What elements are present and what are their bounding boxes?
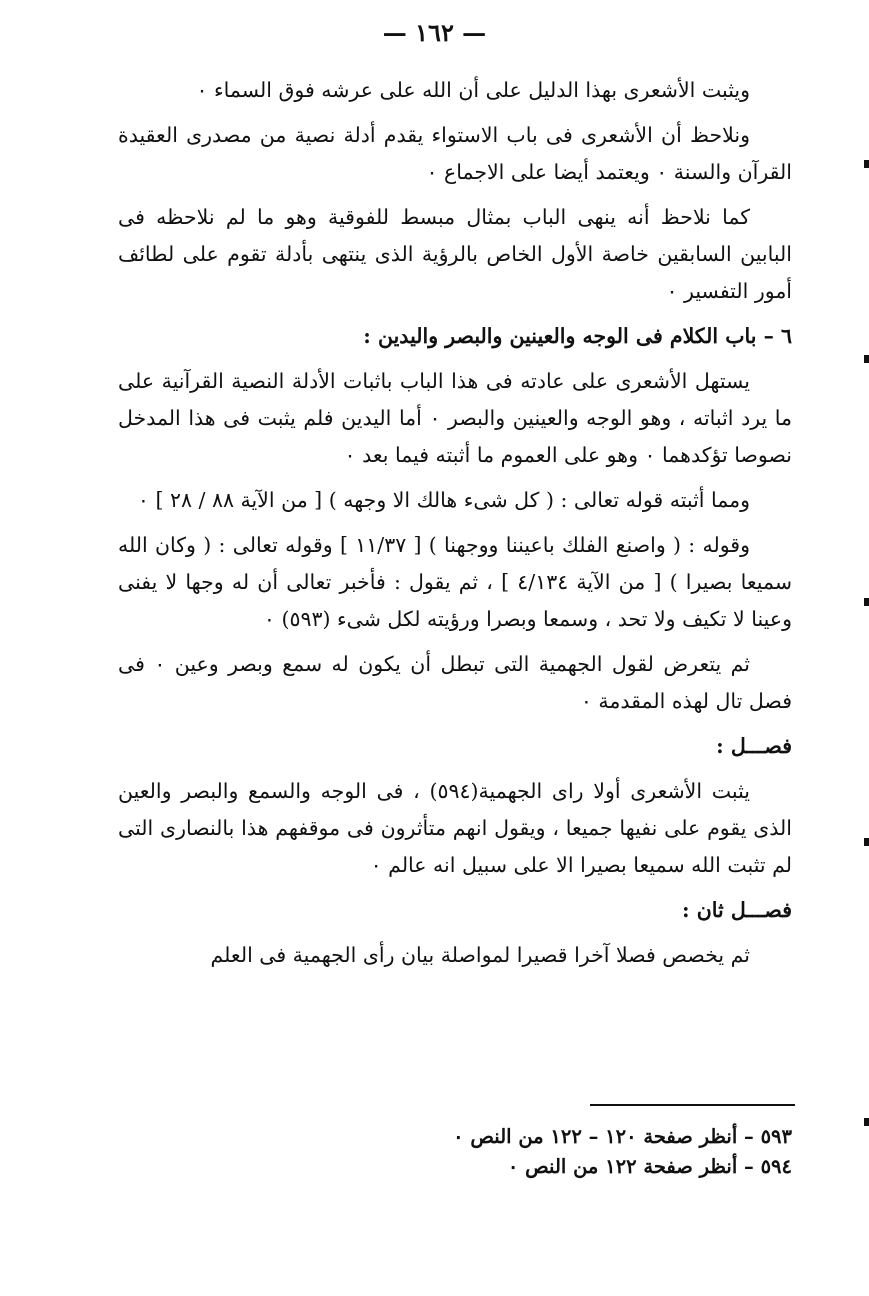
footnote-593: ٥٩٣ – أنظر صفحة ١٢٠ – ١٢٢ من النص ٠ bbox=[453, 1125, 792, 1148]
page-body bbox=[118, 72, 792, 982]
scan-edge-mark bbox=[864, 355, 869, 363]
paragraph-2: ونلاحظ أن الأشعرى فى باب الاستواء يقدم أدلة نصية من مصدرى العقيدة القرآن والسنة ٠ ويعتمد أيضا على الاجماع ٠ bbox=[118, 123, 792, 184]
section-heading-fasl: فصـــل : bbox=[716, 734, 792, 758]
section-heading-fasl-thani: فصـــل ثان : bbox=[682, 898, 792, 922]
footnote-594: ٥٩٤ – أنظر صفحة ١٢٢ من النص ٠ bbox=[507, 1155, 792, 1178]
section-heading-chapter-6: ٦ – باب الكلام فى الوجه والعينين والبصر واليدين : bbox=[363, 324, 792, 348]
paragraph-6: وقوله : ( واصنع الفلك باعيننا ووجهنا ) [ ١١/٣٧ ] وقوله تعالى : ( وكان الله سميعا بصيرا ) [ من الآية ٤/١٣٤ ] ، ثم يقول : فأخبر تعالى أن له وجها لا يفنى وعينا لا تكيف ولا تحد ، وسمعا وبصرا ورؤيته لكل شىء (٥٩٣) ٠ bbox=[118, 533, 793, 631]
paragraph-8: يثبت الأشعرى أولا راى الجهمية(٥٩٤) ، فى الوجه والسمع والبصر والعين الذى يقوم على نفيها جميعا ، ويقول انهم متأثرون فى موقفهم هذا بالنصارى التى لم تثبت الله سميعا بصيرا الا على سبيل انه عالم ٠ bbox=[118, 779, 792, 877]
footnote-divider bbox=[590, 1104, 795, 1106]
footnotes bbox=[118, 1122, 792, 1182]
paragraph-9: ثم يخصص فصلا آخرا قصيرا لمواصلة بيان رأى الجهمية فى العلم bbox=[210, 943, 750, 967]
scan-edge-mark bbox=[864, 598, 869, 606]
paragraph-4: يستهل الأشعرى على عادته فى هذا الباب باثبات الأدلة النصية القرآنية على ما يرد اثباته ، وهو الوجه والعينين والبصر ٠ أما اليدين فلم يثبت فى هذا المدخل نصوصا تؤكدهما ٠ وهو على العموم ما أثبته فيما بعد ٠ bbox=[118, 369, 793, 467]
paragraph-7: ثم يتعرض لقول الجهمية التى تبطل أن يكون له سمع وبصر وعين ٠ فى فصل تال لهذه المقدمة ٠ bbox=[118, 652, 792, 713]
paragraph-1: ويثبت الأشعرى بهذا الدليل على أن الله على عرشه فوق السماء ٠ bbox=[196, 78, 750, 102]
scan-edge-mark bbox=[864, 1118, 869, 1126]
paragraph-5: ومما أثبته قوله تعالى : ( كل شىء هالك الا وجهه ) [ من الآية ٨٨ / ٢٨ ] ٠ bbox=[137, 488, 750, 512]
page-number: — ١٦٢ — bbox=[382, 18, 487, 47]
scan-edge-mark bbox=[864, 838, 869, 846]
scan-edge-mark bbox=[864, 160, 869, 168]
paragraph-3: كما نلاحظ أنه ينهى الباب بمثال مبسط للفوقية وهو ما لم نلاحظه فى البابين السابقين خاصة الأول الخاص بالرؤية الذى ينتهى بأدلة تقوم على لطائف أمور التفسير ٠ bbox=[118, 205, 792, 303]
